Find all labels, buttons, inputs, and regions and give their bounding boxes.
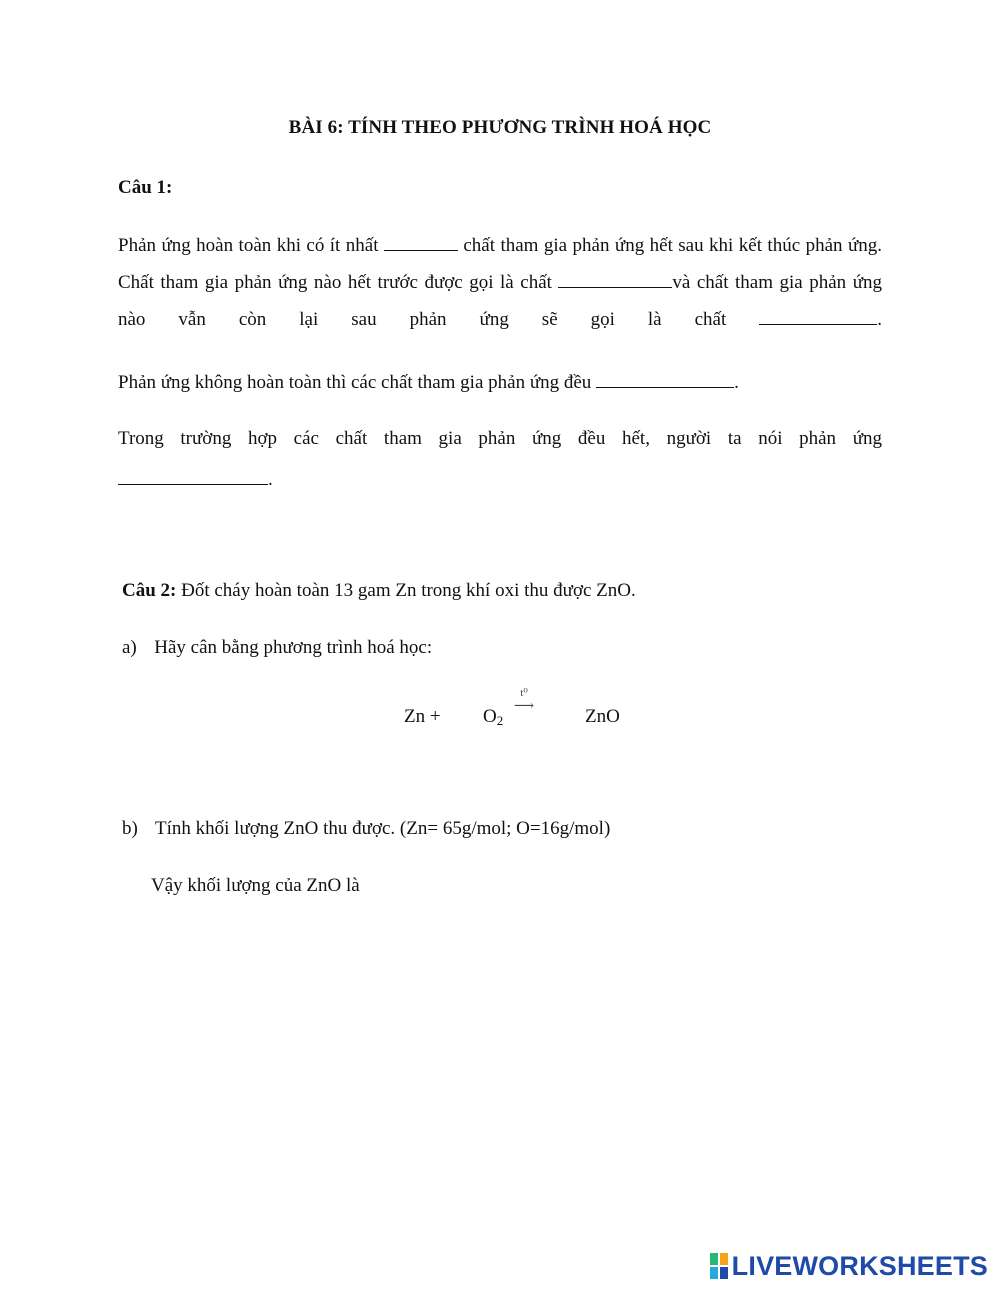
item-a-text: Hãy cân bằng phương trình hoá học: bbox=[154, 637, 433, 658]
item-b-text: Tính khối lượng ZnO thu được. (Zn= 65g/mol; O=16g/mol) bbox=[155, 818, 611, 839]
o-subscript: 2 bbox=[496, 713, 504, 728]
question-1-paragraph-3 bbox=[118, 420, 882, 457]
question-2-intro bbox=[122, 580, 636, 602]
o-symbol: O bbox=[483, 706, 497, 727]
equation-reactant-o2 bbox=[483, 706, 503, 729]
blank-1[interactable] bbox=[384, 232, 458, 251]
logo-text: LIVEWORKSHEETS bbox=[731, 1250, 988, 1281]
q1-text-part-2: chất tham gia phản ứng hết sau khi kết thúc phản ứng. Chất tham gia phản ứng nào hết trước được gọi là chất bbox=[118, 235, 882, 293]
question-2-heading: Câu 2: bbox=[122, 580, 177, 601]
equation-reactant-zn: Zn + bbox=[404, 706, 441, 727]
heat-condition: t⁰ bbox=[520, 687, 528, 699]
liveworksheets-logo-icon bbox=[710, 1253, 728, 1279]
blank-3[interactable] bbox=[759, 306, 877, 325]
page-title: BÀI 6: TÍNH THEO PHƯƠNG TRÌNH HOÁ HỌC bbox=[288, 117, 712, 138]
reaction-arrow bbox=[512, 686, 536, 714]
blank-5[interactable] bbox=[118, 466, 268, 485]
question-2-text: Đốt cháy hoàn toàn 13 gam Zn trong khí oxi thu được ZnO. bbox=[181, 580, 636, 601]
item-b-label: b) bbox=[122, 818, 138, 839]
question-2a bbox=[122, 637, 432, 659]
q1-text-part-1: Phản ứng hoàn toàn khi có ít nhất bbox=[118, 235, 379, 256]
question-1-paragraph-1: Phản ứng hoàn toàn khi có ít nhất chất tham gia phản ứng hết sau khi kết thúc phản ứng. Chất tham gia phản ứng nào hết trước được gọi là chất và chất tham gia phản ứng nào vẫn còn lại sau phản ứng sẽ gọi là chất . bbox=[118, 227, 882, 338]
question-1-paragraph-3-blank-line: . bbox=[118, 466, 273, 491]
blank-4[interactable] bbox=[596, 369, 734, 388]
q1-text-part-3: và chất tham gia phản ứng nào vẫn còn lại sau phản ứng sẽ gọi là chất bbox=[118, 272, 882, 330]
equation-product-zno: ZnO bbox=[585, 706, 620, 727]
liveworksheets-logo bbox=[710, 1250, 988, 1282]
blank-2[interactable] bbox=[558, 269, 672, 288]
question-1-heading: Câu 1: bbox=[118, 177, 173, 198]
question-2b bbox=[122, 818, 610, 840]
q1-text-part-4: Phản ứng không hoàn toàn thì các chất tham gia phản ứng đều bbox=[118, 372, 592, 393]
answer-line: Vậy khối lượng của ZnO là bbox=[151, 875, 360, 896]
arrow-icon: ⟶ bbox=[513, 699, 535, 714]
q1-text-part-5: Trong trường hợp các chất tham gia phản ứng đều hết, người ta nói phản ứng bbox=[118, 428, 882, 449]
question-1-paragraph-2: Phản ứng không hoàn toàn thì các chất tham gia phản ứng đều . bbox=[118, 369, 739, 394]
item-a-label: a) bbox=[122, 637, 137, 658]
